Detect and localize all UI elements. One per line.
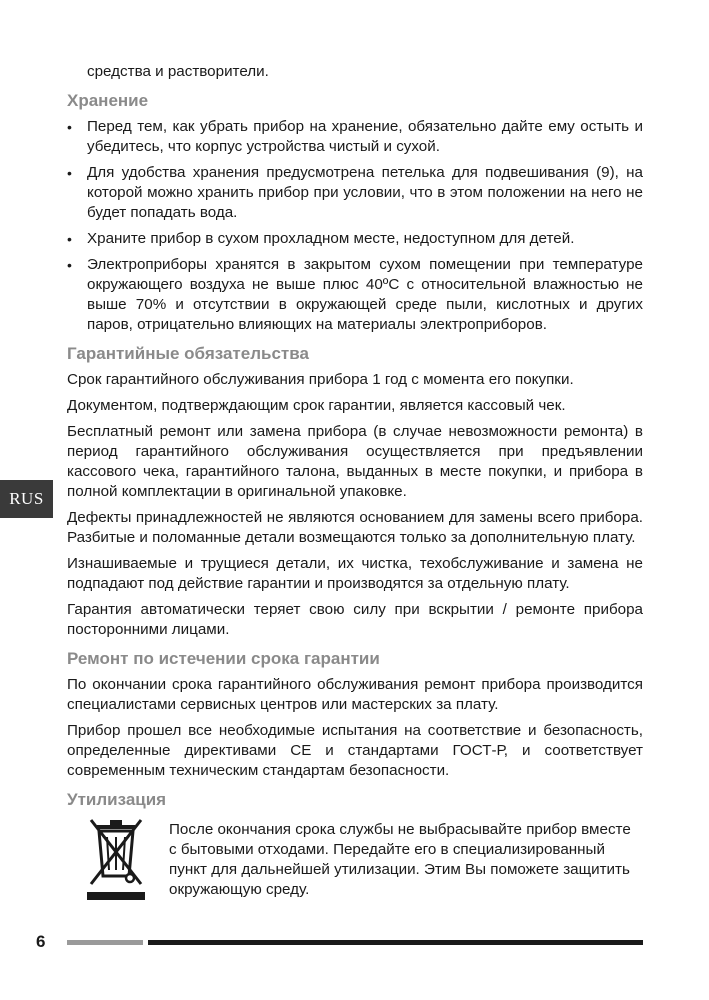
list-item: • Храните прибор в сухом прохладном месте, недоступном для детей. [67, 229, 643, 249]
paragraph: Срок гарантийного обслуживания прибора 1 год с момента его покупки. [67, 371, 574, 388]
disposal-text: После окончания срока службы не выбрасывайте прибор вместе с бытовыми отходами. Передайте его в специализированный пункт для дальнейшей утилизации. Этим Вы поможете защитить окружающую среду. [169, 821, 631, 898]
storage-list [67, 117, 643, 335]
paragraph: Документом, подтверждающим срок гарантии, является кассовый чек. [67, 397, 566, 414]
footer-black-bar [148, 940, 643, 945]
post-warranty-heading: Ремонт по истечении срока гарантии [67, 649, 380, 668]
disposal-block [67, 816, 643, 912]
footer-gray-bar [67, 940, 143, 945]
page-number: 6 [36, 932, 46, 951]
language-tab: RUS [0, 480, 53, 518]
paragraph: Бесплатный ремонт или замена прибора (в случае невозможности ремонта) в период гарантийного обслуживания осуществляется при предъявлении кассового чека, гарантийного талона, выданных в месте покупки, и прибора в полной комплектации в оригинальной упаковке. [67, 423, 643, 500]
list-item: • Перед тем, как убрать прибор на хранение, обязательно дайте ему остыть и убедитесь, что корпус устройства чистый и сухой. [67, 117, 643, 157]
crossed-out-wheelie-bin-icon [85, 816, 147, 906]
page-content [67, 60, 643, 912]
disposal-heading: Утилизация [67, 790, 167, 809]
paragraph: Дефекты принадлежностей не являются основанием для замены всего прибора. Разбитые и поломанные детали возмещаются только за дополнительную плату. [67, 509, 643, 546]
paragraph: Прибор прошел все необходимые испытания на соответствие и безопасность, определенные директивами CE и стандартами ГОСТ-Р, и соответствует современным техническим стандартам безопасности. [67, 722, 643, 779]
list-item: • Электроприборы хранятся в закрытом сухом помещении при температуре окружающего воздуха не выше плюс 40ºС с относительной влажностью не выше 70% и отсутствии в окружающей среде пыли, кислотных и других паров, отрицательно влияющих на материалы электроприборов. [67, 255, 643, 335]
paragraph: Изнашиваемые и трущиеся детали, их чистка, техобслуживание и замена не подпадают под действие гарантии и производятся за отдельную плату. [67, 555, 643, 592]
paragraph: Гарантия автоматически теряет свою силу при вскрытии / ремонте прибора посторонними лицами. [67, 601, 643, 638]
list-item: • Для удобства хранения предусмотрена петелька для подвешивания (9), на которой можно хранить прибор при условии, что в этом положении на него не будет попадать вода. [67, 163, 643, 223]
continuation-text: средства и растворители. [87, 63, 269, 80]
paragraph: По окончании срока гарантийного обслуживания ремонт прибора производится специалистами сервисных центров или мастерских за плату. [67, 676, 643, 713]
storage-heading: Хранение [67, 91, 149, 110]
warranty-heading: Гарантийные обязательства [67, 344, 309, 363]
